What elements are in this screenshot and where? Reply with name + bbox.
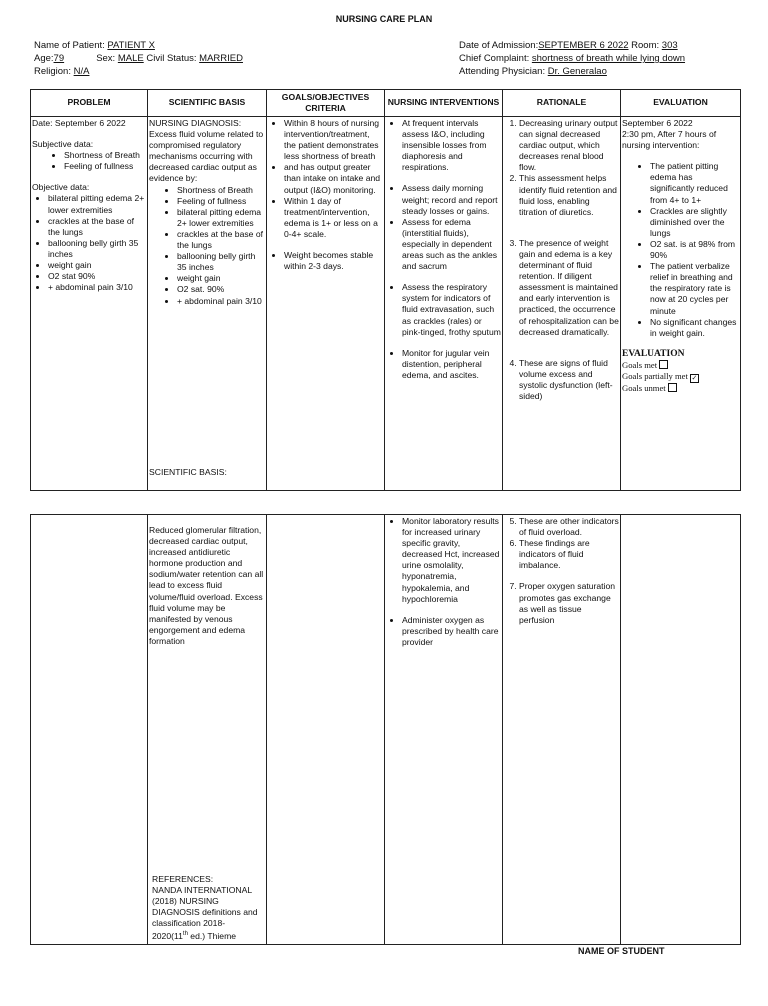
- problem-cell: Date: September 6 2022 Subjective data: • Shortness of Breath • Feeling of fullness Objective data: • bilateral pitting edema 2+ lower extremities • crackles at the base of the lungs • ballooning belly girth 35 inches • weight gain • O2 stat 90% • + abdominal pain 3/10: [31, 117, 148, 491]
- name-of-student: NAME OF STUDENT: [578, 946, 665, 956]
- complaint-line: Chief Complaint: shortness of breath while lying down: [459, 53, 686, 64]
- interventions-cell: • At frequent intervals assess I&O, including insensible losses from diaphoresis and respirations. • Assess daily morning weight; record and report steady losses or gains. • Assess for edema (interstitial fluids), especially in dependent areas such as the ankles and sacrum • Assess the respiratory system for indicators of fluid extravasation, such as crackles (rales) or pink-tinged, frothy sputum • Monitor for jugular vein distention, peripheral edema, and ascites.: [385, 117, 503, 491]
- goals-partial-checkbox[interactable]: ✓: [691, 373, 698, 382]
- references: REFERENCES: NANDA INTERNATIONAL (2018) NURSING DIAGNOSIS definitions and classification 2018-2020(11th ed.) Thieme: [152, 873, 258, 941]
- goals-met: Goals met: [622, 360, 739, 371]
- col-evaluation: EVALUATION: [621, 90, 741, 117]
- col-problem: PROBLEM: [31, 90, 148, 117]
- goals-cell: • Within 8 hours of nursing intervention/treatment, the patient demonstrates less shortness of breath • and has output greater than intake on intake and output (I&O) monitoring. • Within 1 day of treatment/intervention, edema is 1+ or less on a 0-4+ scale. • Weight becomes stable within 2-3 days.: [267, 117, 385, 491]
- page-title: NURSING CARE PLAN: [335, 14, 433, 24]
- goals-cell-2: [267, 515, 385, 945]
- col-goals: GOALS/OBJECTIVES CRITERIA: [267, 90, 385, 117]
- scientific-basis-label: SCIENTIFIC BASIS:: [149, 466, 227, 477]
- problem-cell-2: [31, 515, 148, 945]
- patient-name: PATIENT X: [107, 40, 155, 51]
- col-interventions: NURSING INTERVENTIONS: [385, 90, 503, 117]
- physician-line: Attending Physician: Dr. Generalao: [459, 66, 607, 77]
- basis-cell-2: Reduced glomerular filtration, decreased cardiac output, increased antidiuretic hormone production and sodium/water retention can all lead to excess fluid volume/fluid overload. Excess fluid volume may be manifested by venous engorgement and edema formation REFERENCES: NANDA INTERNATIONAL (2018) NURSING DIAGNOSIS definitions and classification 2018-2020(11th ed.) Thieme: [148, 515, 267, 945]
- goals-met-checkbox[interactable]: [659, 360, 668, 369]
- patient-name-line: Name of Patient: PATIENT X: [34, 39, 303, 52]
- goals-unmet-checkbox[interactable]: [668, 383, 677, 392]
- rationale-cell: 1. Decreasing urinary output can signal decreased cardiac output, which decreases renal blood flow. 2. This assessment helps identify fluid retention and fluid loss, enabling titration of diuretics. 3. The presence of weight gain and edema is a key determinant of fluid retention. If diligent assessment is maintained and early intervention is practiced, the occurrence of rehospitalization can be decreased dramatically. 4. These are signs of fluid volume excess and systolic dysfunction (left-sided): [503, 117, 621, 491]
- evaluation-cell: September 6 2022 2:30 pm, After 7 hours of nursing intervention: • The patient pitting edema has significantly reduced from 4+ to 1+ • Crackles are slightly diminished over the lungs • O2 sat. is at 98% from 90% • The patient verbalize relief in breathing and the respiratory rate is now at 20 cycles per minute • No significant changes in weight gain. EVALUATION Goals met Goals partially met ✓ Goals unmet: [621, 117, 741, 491]
- basis-cell: NURSING DIAGNOSIS: Excess fluid volume related to compromised regulatory mechanisms occurring with decreased cardiac output as evidence by: • Shortness of Breath • Feeling of fullness • bilateral pitting edema 2+ lower extremities • crackles at the base of the lungs • ballooning belly girth 35 inches • weight gain • O2 sat. 90% • + abdominal pain 3/10 SCIENTIFIC BASIS:: [148, 117, 267, 491]
- admission-line: Date of Admission:SEPTEMBER 6 2022 Room: 303: [459, 40, 678, 51]
- care-plan-table-1: [30, 89, 741, 491]
- rationale-cell-2: 5. These are other indicators of fluid overload. 6. These findings are indicators of fluid imbalance. 7. Proper oxygen saturation promotes gas exchange as well as tissue perfusion: [503, 515, 621, 945]
- evaluation-cell-2: [621, 515, 741, 945]
- patient-religion-line: Religion: N/A: [34, 66, 90, 77]
- care-plan-table-2: [30, 514, 741, 945]
- interventions-cell-2: • Monitor laboratory results for increased urinary specific gravity, decreased Hct, increased urine osmolality, hyponatremia, hypokalemia, and hypochloremia • Administer oxygen as prescribed by health care provider: [385, 515, 503, 945]
- col-rationale: RATIONALE: [503, 90, 621, 117]
- goals-partially-met: Goals partially met ✓: [622, 370, 698, 382]
- goals-unmet: Goals unmet: [622, 383, 739, 394]
- evaluation-label: EVALUATION: [622, 348, 685, 359]
- patient-demo-line: Age:79 Sex: MALE Civil Status: MARRIED: [34, 53, 243, 64]
- col-basis: SCIENTIFIC BASIS: [148, 90, 267, 117]
